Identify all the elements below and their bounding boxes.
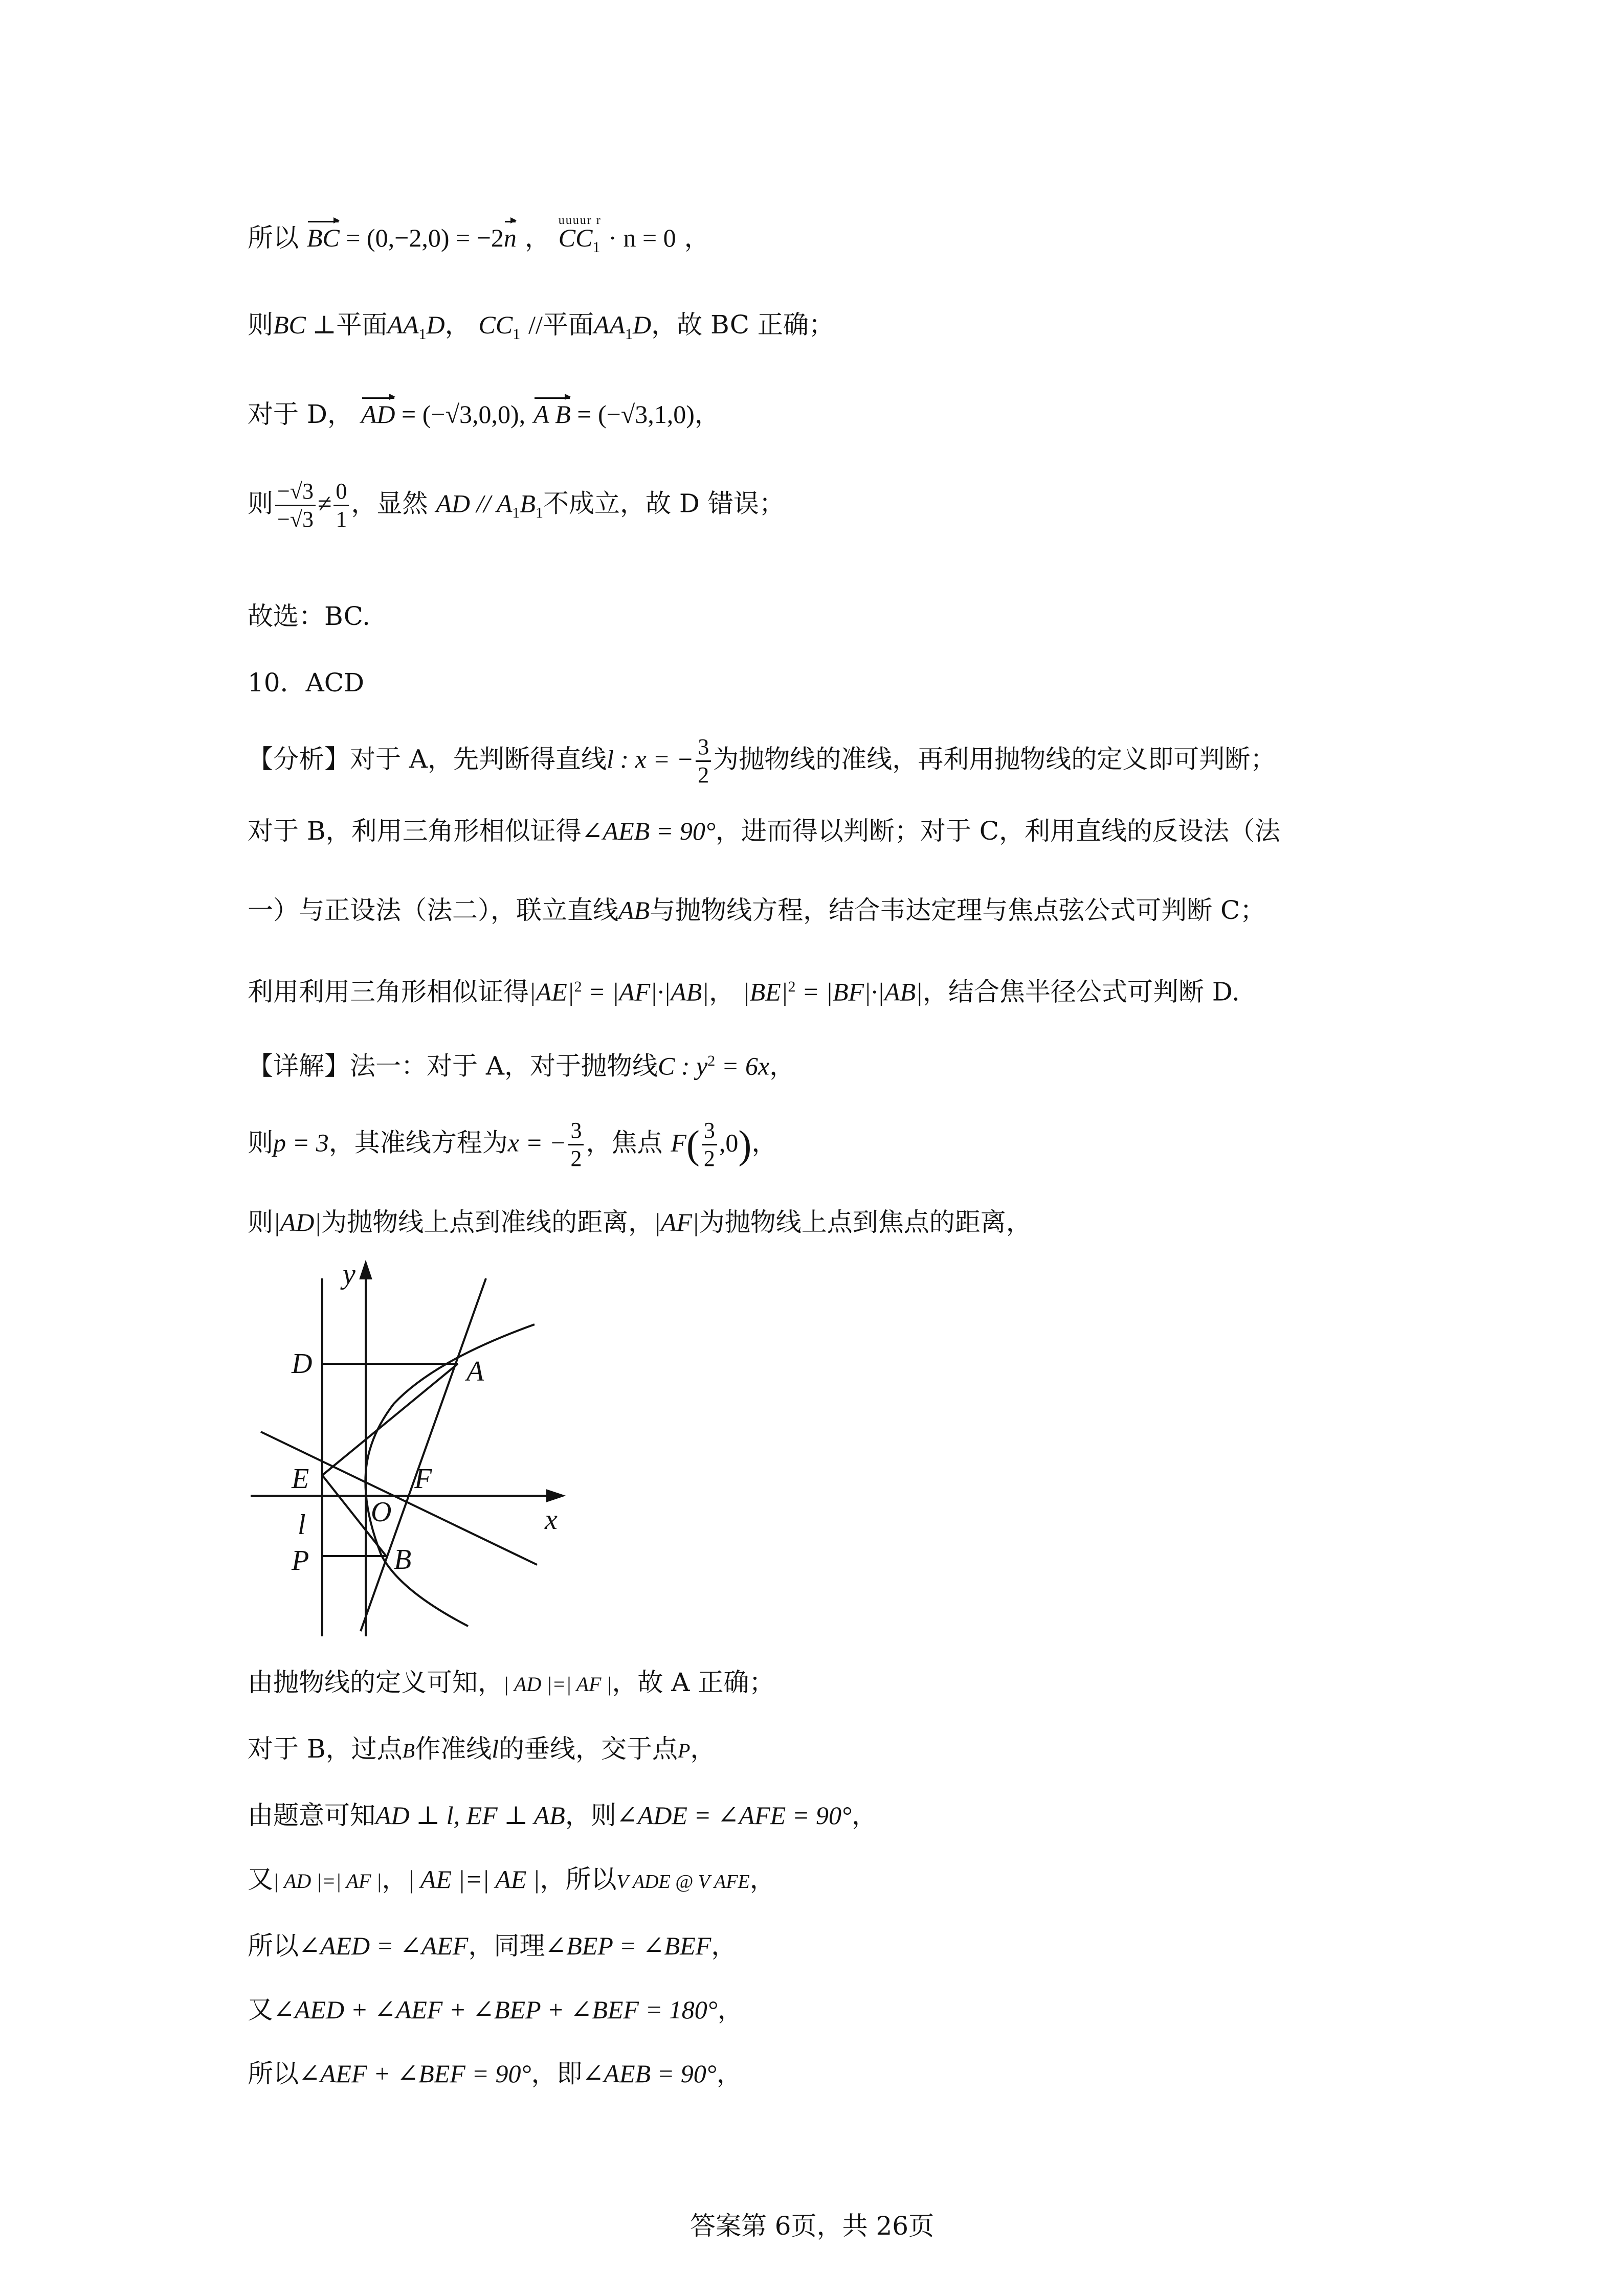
label-B: B <box>394 1544 412 1575</box>
line-1: 所以 BC = (0,−2,0) = −2n ， uuuur r $CC_1 \cdot n = 0$ ， <box>248 214 710 256</box>
x-axis-arrow <box>547 1491 563 1501</box>
label-x: x <box>545 1504 558 1536</box>
vector-bc: BC <box>307 220 340 256</box>
line-EA <box>322 1364 458 1475</box>
line-15: 对于 B，过点B作准线l的垂线，交于点P， <box>248 1734 716 1764</box>
line-5: 故选：BC. <box>248 601 371 631</box>
line-14: 由抛物线的定义可知，| AD |=| AF |，故 A 正确； <box>248 1668 775 1697</box>
label-F: F <box>414 1463 432 1495</box>
line-11: 【详解】法一：对于 A，对于抛物线C : $y^2 = 6x$， <box>248 1051 795 1081</box>
line-8: 对于 B，利用三角形相似证得∠AEB = 90°，进而得以判断；对于 C，利用直线的反设法（法 <box>248 816 1281 846</box>
line-AB <box>361 1278 486 1631</box>
label-E: E <box>292 1463 309 1495</box>
page-footer: 答案第 6页，共 26页 <box>689 2211 935 2241</box>
label-O: O <box>371 1496 392 1528</box>
line-9: 一）与正设法（法二），联立直线AB与抛物线方程，结合韦达定理与焦点弦公式可判断 C； <box>248 895 1266 925</box>
line-20: 所以∠AEF + ∠BEF = 90°，即∠AEB = 90°， <box>248 2059 742 2088</box>
line-3: 对于 D， AD = (−√3,0,0), A B = (−√3,1,0)， <box>248 396 720 432</box>
label-y: y <box>343 1258 355 1290</box>
label-P: P <box>292 1545 309 1577</box>
line-7: 【分析】对于 A，先判断得直线l : x = − $\frac{3}{2}$ 为抛物线的准线，再利用抛物线的定义即可判断； <box>248 734 1276 787</box>
label-l: l <box>298 1509 306 1541</box>
line-17: 又| AD |=| AF |，| AE |=| AE |，所以V ADE @ V AFE， <box>248 1864 775 1894</box>
line-19: 又∠AED + ∠AEF + ∠BEP + ∠BEF = 180°， <box>248 1995 743 2024</box>
line-13: 则|AD|为抛物线上点到准线的距离，|AF|为抛物线上点到焦点的距离， <box>248 1207 1032 1237</box>
label-A: A <box>466 1356 484 1387</box>
line-12: 则p = 3，其准线方程为x = − $\frac{3}{2}$ ，焦点 F( $\frac{3}{2}$ ,0)， <box>248 1118 777 1171</box>
line-6: 10．ACD <box>248 668 365 697</box>
line-10: 利用利用三角形相似证得$|AE|^2 = |AF|\cdot|AB|$， $|BE|^2 = |BF|\cdot|AB|$，结合焦半径公式可判断 D. <box>248 977 1240 1007</box>
label-D: D <box>292 1348 313 1380</box>
parabola-figure <box>240 1258 578 1647</box>
line-18: 所以∠AED = ∠AEF，同理∠BEP = ∠BEF， <box>248 1931 737 1961</box>
line-2: 则BC ⊥平面$AA_1D$， $CC_1$ //平面$AA_1D$，故 BC 正确； <box>248 310 834 343</box>
y-axis-arrow <box>361 1263 371 1278</box>
line-16: 由题意可知AD ⊥ l, EF ⊥ AB，则∠ADE = ∠AFE = 90°， <box>248 1800 877 1830</box>
line-4: 则 $\frac{-√3}{-√3}$ ≠ $\frac{0}{1}$ ，显然 AD // $A_1B_1$不成立，故 D 错误； <box>248 479 785 532</box>
